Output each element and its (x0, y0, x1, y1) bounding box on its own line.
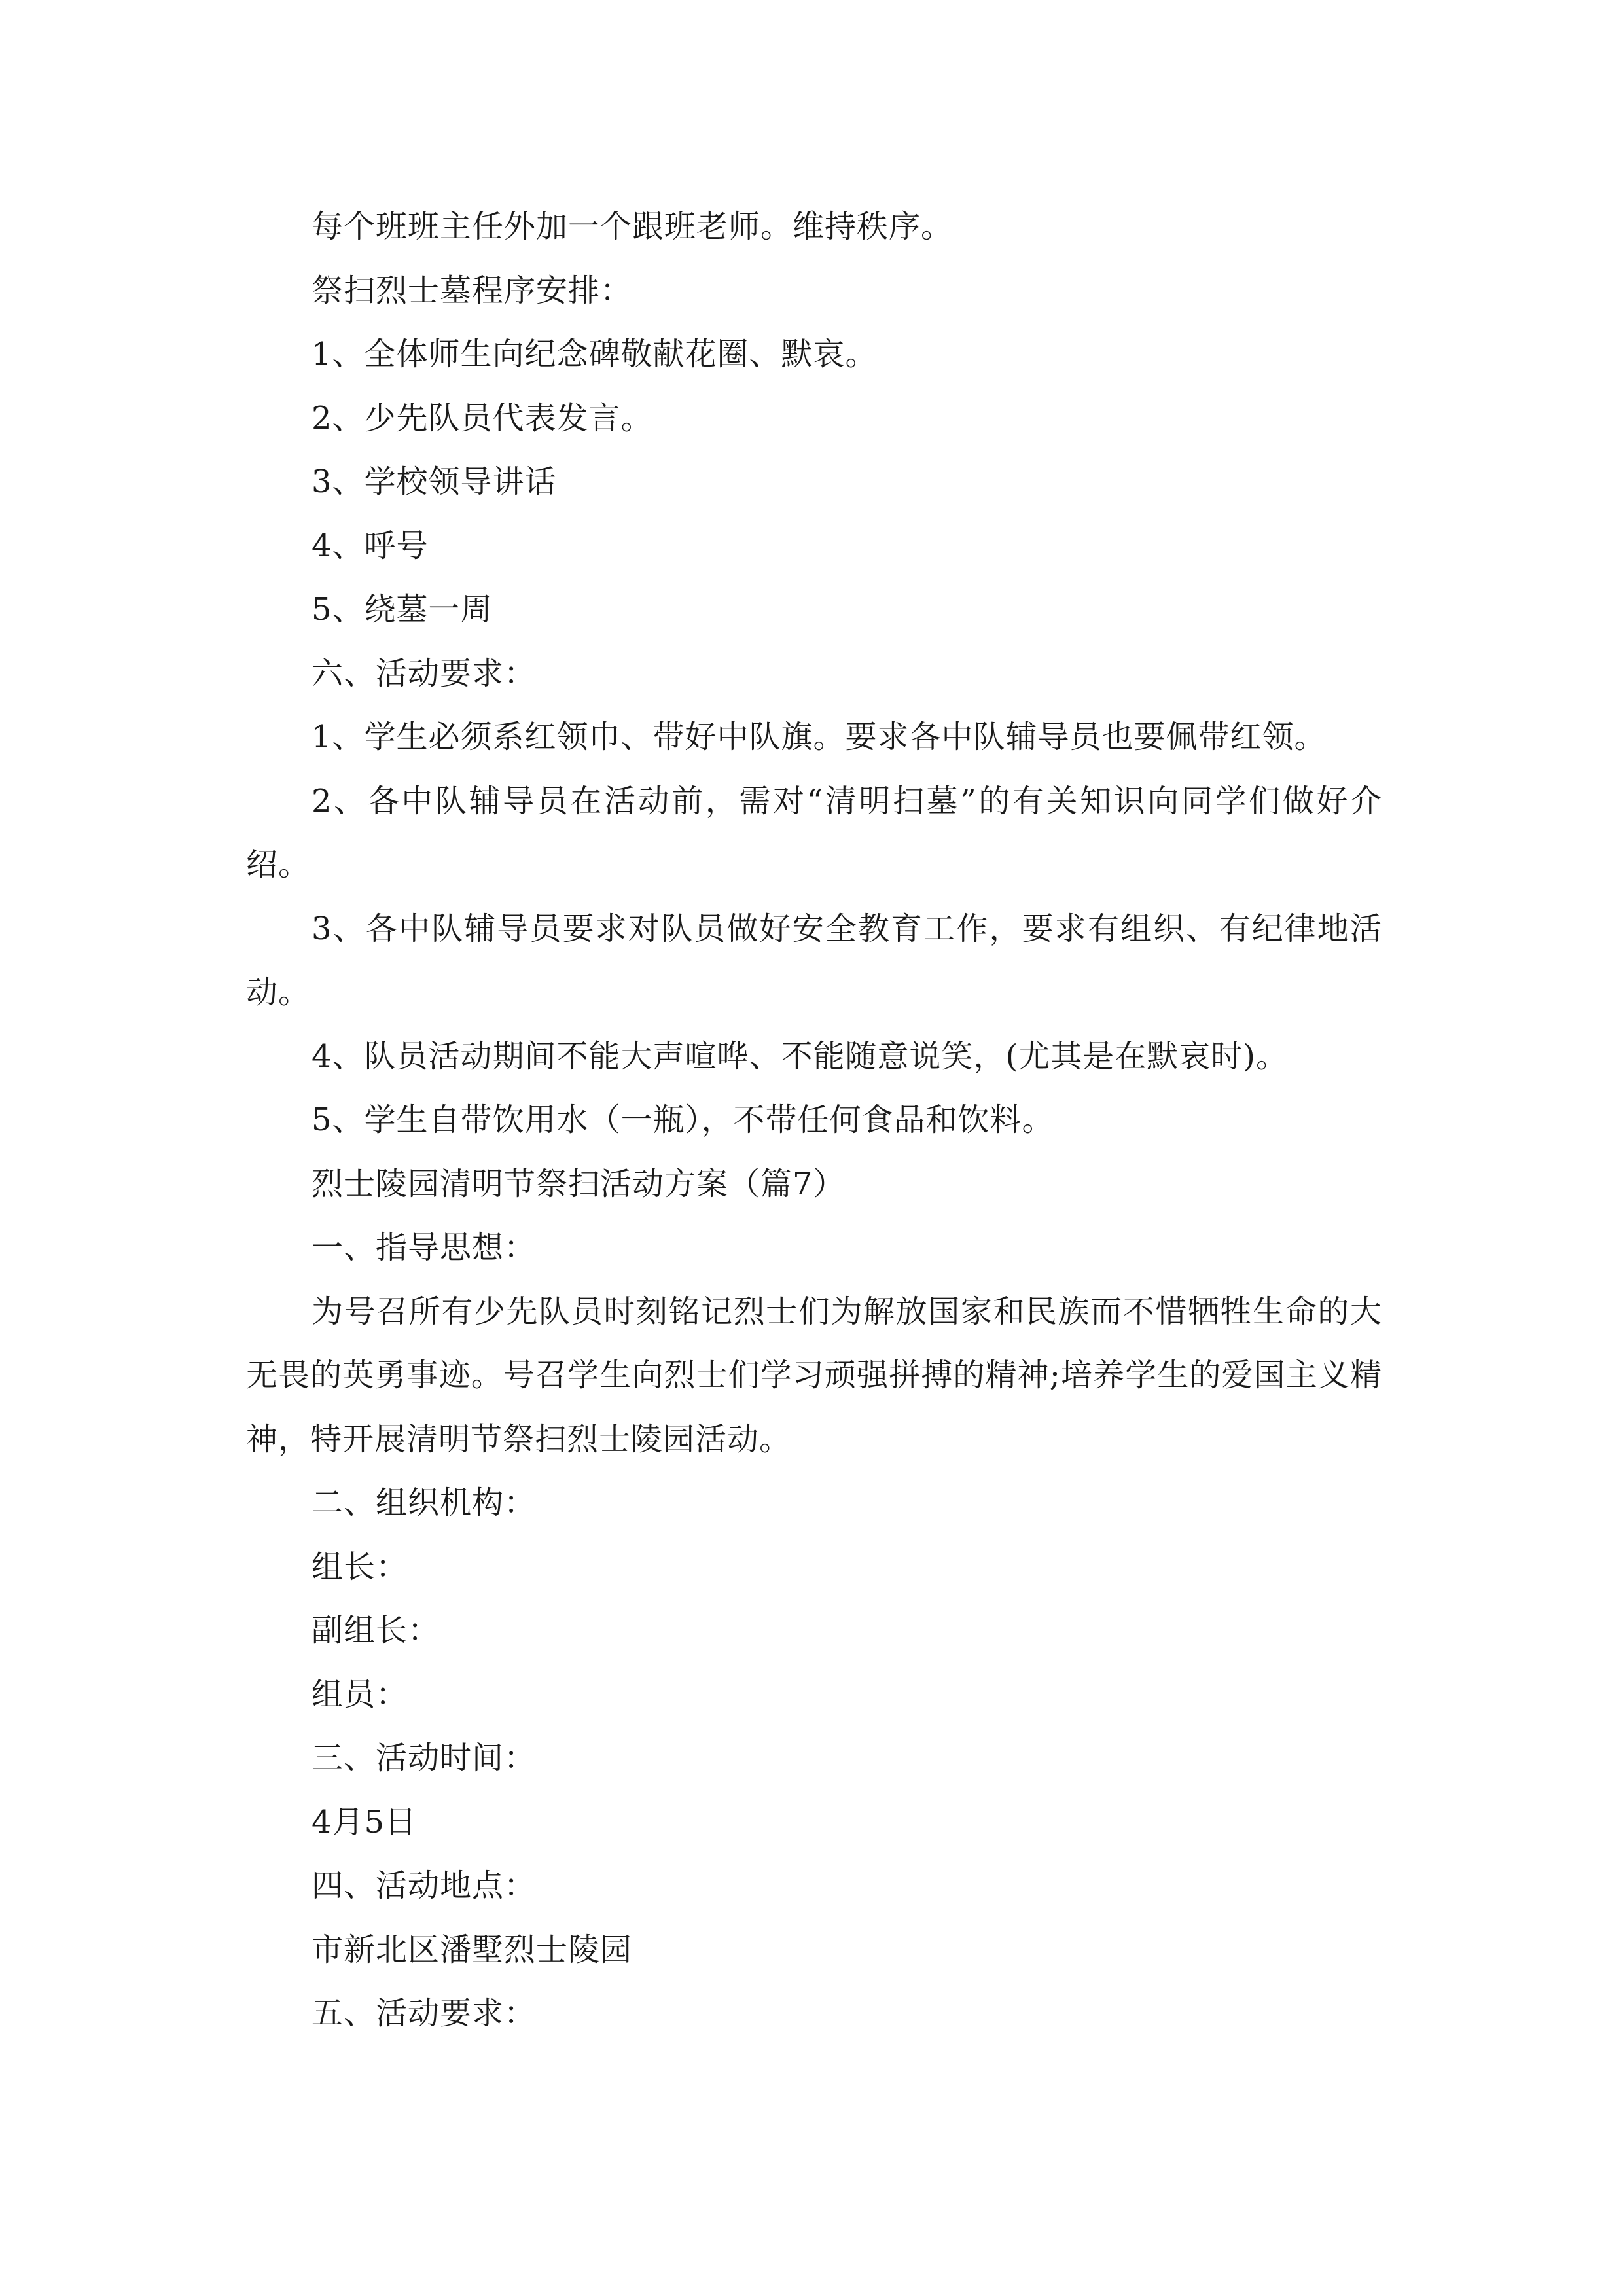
section-heading-organization: 二、组织机构： (312, 1484, 537, 1521)
paragraph-procedure-2: 2、少先队员代表发言。 (312, 399, 653, 437)
paragraph-class-teacher: 每个班班主任外加一个跟班老师。维持秩序。 (312, 208, 954, 245)
paragraph-procedure-3: 3、学校领导讲话 (312, 463, 557, 500)
paragraph-date: 4月5日 (312, 1803, 418, 1840)
section-heading-requirements-2: 五、活动要求： (312, 1995, 537, 2032)
paragraph-requirement-4: 4、队员活动期间不能大声喧哗、不能随意说笑，(尤其是在默哀时)。 (312, 1037, 1288, 1075)
paragraph-members: 组员： (312, 1676, 408, 1713)
paragraph-procedure-5: 5、绕墓一周 (312, 591, 493, 628)
paragraph-deputy-leader: 副组长： (312, 1612, 440, 1649)
paragraph-guiding-thought: 为号召所有少先队员时刻铭记烈士们为解放国家和民族而不惜牺牲生命的大无畏的英勇事迹。号召学生向烈士们学习顽强拼搏的精神;培养学生的爱国主义精神，特开展清明节祭扫烈士陵园活动。 (246, 1293, 1382, 1458)
paragraph-requirement-1: 1、学生必须系红领巾、带好中队旗。要求各中队辅导员也要佩带红领。 (312, 719, 1327, 755)
paragraph-procedure-1: 1、全体师生向纪念碑敬献花圈、默哀。 (312, 336, 878, 372)
paragraph-requirement-5: 5、学生自带饮用水（一瓶），不带任何食品和饮料。 (312, 1102, 1054, 1138)
paragraph-location: 市新北区潘墅烈士陵园 (312, 1931, 633, 1968)
document-body (246, 195, 1382, 2046)
section-heading-requirements: 六、活动要求： (312, 655, 537, 692)
paragraph-procedure-heading: 祭扫烈士墓程序安排： (312, 272, 633, 309)
paragraph-procedure-4: 4、呼号 (312, 527, 429, 564)
document-section-title: 烈士陵园清明节祭扫活动方案（篇7） (312, 1165, 846, 1202)
paragraph-requirement-3: 3、各中队辅导员要求对队员做好安全教育工作，要求有组织、有纪律地活动。 (246, 910, 1382, 1011)
section-heading-location: 四、活动地点： (312, 1867, 537, 1904)
paragraph-requirement-2: 2、各中队辅导员在活动前，需对“清明扫墓”的有关知识向同学们做好介绍。 (246, 782, 1382, 883)
section-heading-time: 三、活动时间： (312, 1740, 537, 1776)
paragraph-group-leader: 组长： (312, 1548, 408, 1585)
section-heading-guiding-thought: 一、指导思想： (312, 1229, 537, 1266)
